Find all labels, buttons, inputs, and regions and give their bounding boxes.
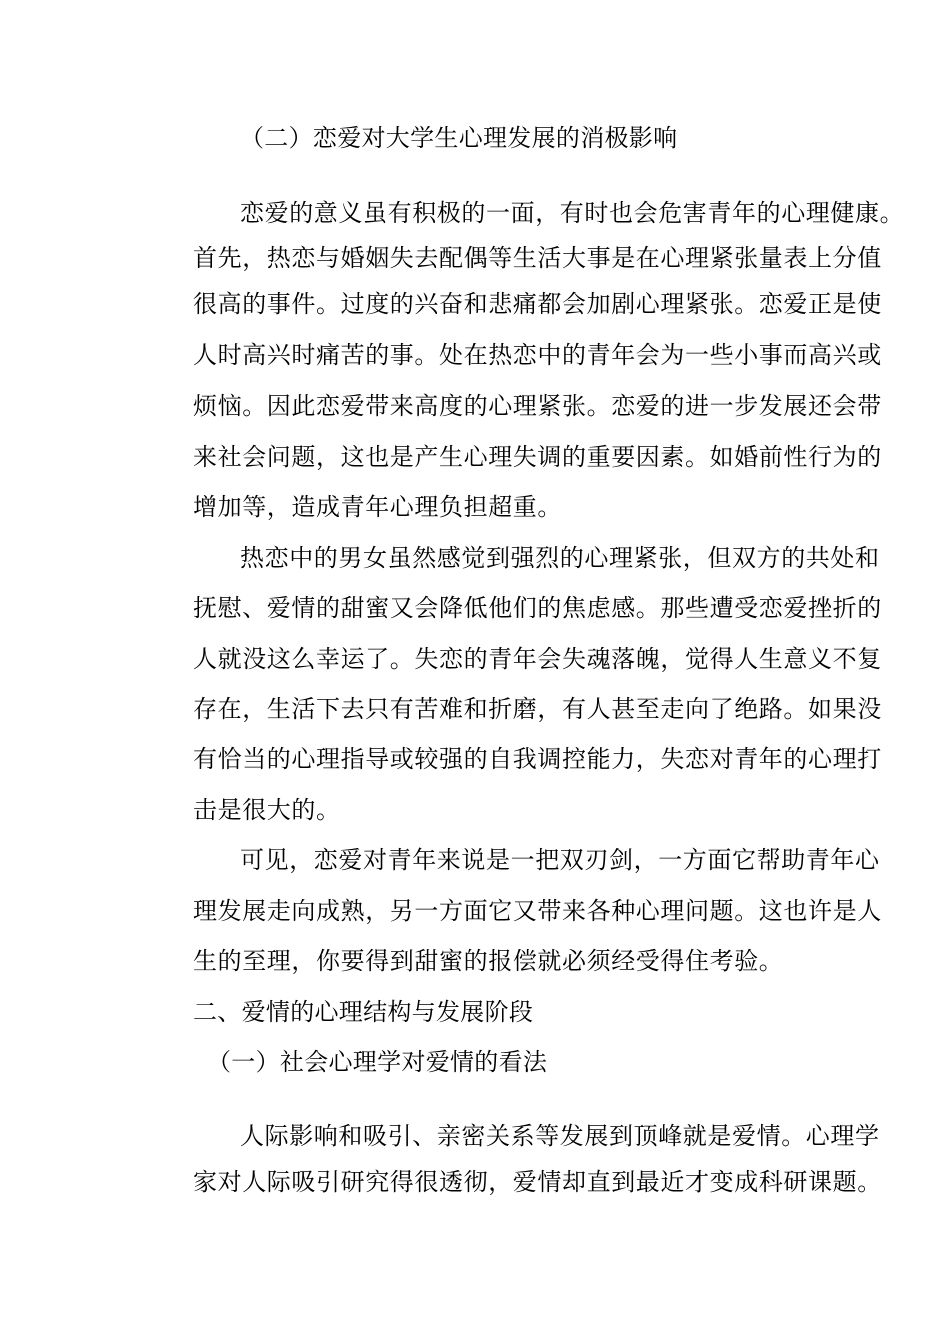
paragraph-line: 生的至理，你要得到甜蜜的报偿就必须经受得住考验。 <box>193 947 784 975</box>
paragraph-line: 人际影响和吸引、亲密关系等发展到顶峰就是爱情。心理学 <box>240 1122 880 1150</box>
paragraph-line: 可见，恋爱对青年来说是一把双刃剑，一方面它帮助青年心 <box>240 846 880 874</box>
paragraph-line: 抚慰、爱情的甜蜜又会降低他们的焦虑感。那些遭受恋爱挫折的 <box>193 594 882 622</box>
paragraph-line: 击是很大的。 <box>193 796 341 824</box>
paragraph-line: 人时高兴时痛苦的事。处在热恋中的青年会为一些小事而高兴或 <box>193 341 882 369</box>
paragraph-line: 很高的事件。过度的兴奋和悲痛都会加剧心理紧张。恋爱正是使 <box>193 290 882 318</box>
paragraph-line: 理发展走向成熟，另一方面它又带来各种心理问题。这也许是人 <box>193 897 882 925</box>
paragraph-line: 人就没这么幸运了。失恋的青年会失魂落魄，觉得人生意义不复 <box>193 645 882 673</box>
paragraph-line: 恋爱的意义虽有积极的一面，有时也会危害青年的心理健康。 <box>240 199 905 227</box>
paragraph-line: 有恰当的心理指导或较强的自我调控能力，失恋对青年的心理打 <box>193 745 882 773</box>
paragraph-line: 存在，生活下去只有苦难和折磨，有人甚至走向了绝路。如果没 <box>193 695 882 723</box>
paragraph-line: 热恋中的男女虽然感觉到强烈的心理紧张，但双方的共处和 <box>240 544 880 572</box>
section-heading-negative-effects: （二）恋爱对大学生心理发展的消极影响 <box>240 124 678 152</box>
paragraph-line: 来社会问题，这也是产生心理失调的重要因素。如婚前性行为的 <box>193 443 882 471</box>
paragraph-line: 首先，热恋与婚姻失去配偶等生活大事是在心理紧张量表上分值 <box>193 244 882 272</box>
paragraph-line: 增加等，造成青年心理负担超重。 <box>193 493 562 521</box>
subsection-heading-social-psychology: （一）社会心理学对爱情的看法 <box>207 1048 548 1076</box>
section-heading-love-structure: 二、爱情的心理结构与发展阶段 <box>193 998 534 1026</box>
paragraph-line: 家对人际吸引研究得很透彻，爱情却直到最近才变成科研课题。 <box>193 1168 882 1196</box>
paragraph-line: 烦恼。因此恋爱带来高度的心理紧张。恋爱的进一步发展还会带 <box>193 392 882 420</box>
